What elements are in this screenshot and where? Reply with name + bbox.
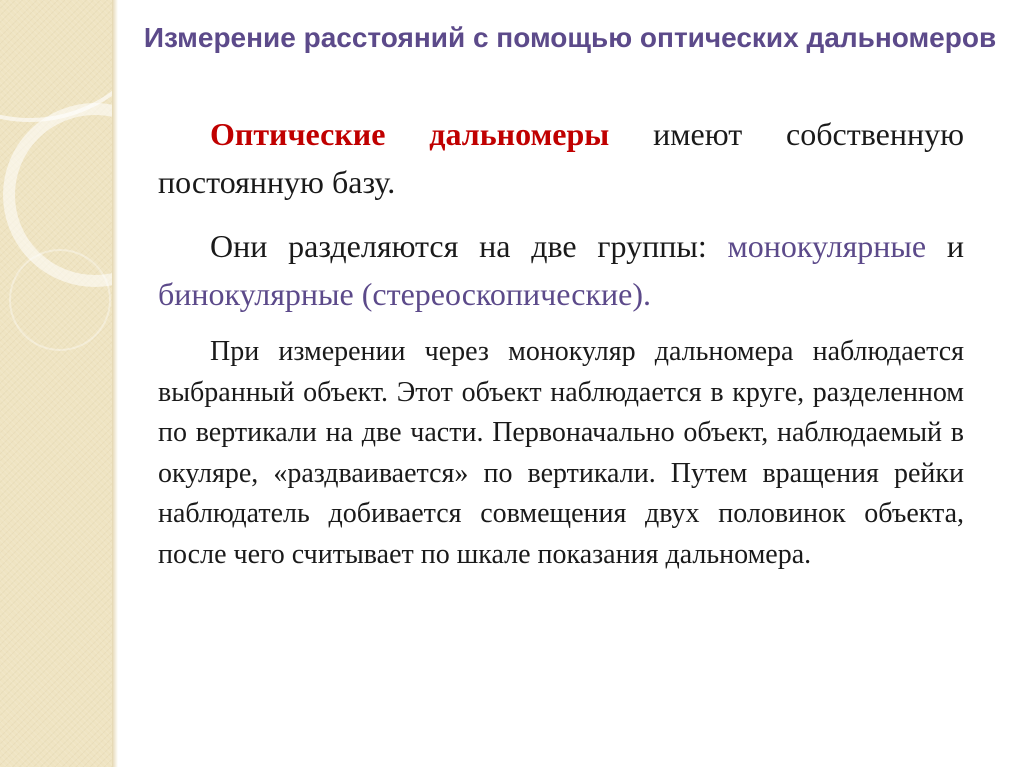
groups-conjunction: и	[926, 228, 965, 264]
group-binocular: бинокулярные (стереоскопические)	[158, 276, 643, 312]
paragraph-procedure	[158, 332, 964, 575]
decorative-circles	[0, 0, 112, 767]
slide-content	[158, 110, 964, 575]
paragraph-definition	[158, 110, 964, 206]
decorative-side-panel	[0, 0, 112, 767]
definition-text: имеют собственную постоянную базу.	[158, 116, 965, 200]
highlight-term: Оптические дальномеры	[210, 116, 610, 152]
groups-intro: Они разделяются на две группы:	[210, 228, 728, 264]
slide-title: Измерение расстояний с помощью оптических дальномеров	[143, 22, 997, 53]
groups-end: .	[642, 276, 651, 312]
paragraph-groups	[158, 222, 964, 318]
side-panel-edge	[112, 0, 118, 767]
group-monocular: монокулярные	[727, 228, 927, 264]
procedure-text: При измерении через монокуляр дальномера наблюдается выбранный объект. Этот объект наблюдается в круге, разделенном по вертикали на две части. Первоначально объект, наблюдаемый в окуляре, «раздваивается» по вертикали. Путем вращения рейки наблюдатель добивается совмещения двух половинок объекта, после чего считывает по шкале показания дальномера.	[158, 336, 964, 570]
